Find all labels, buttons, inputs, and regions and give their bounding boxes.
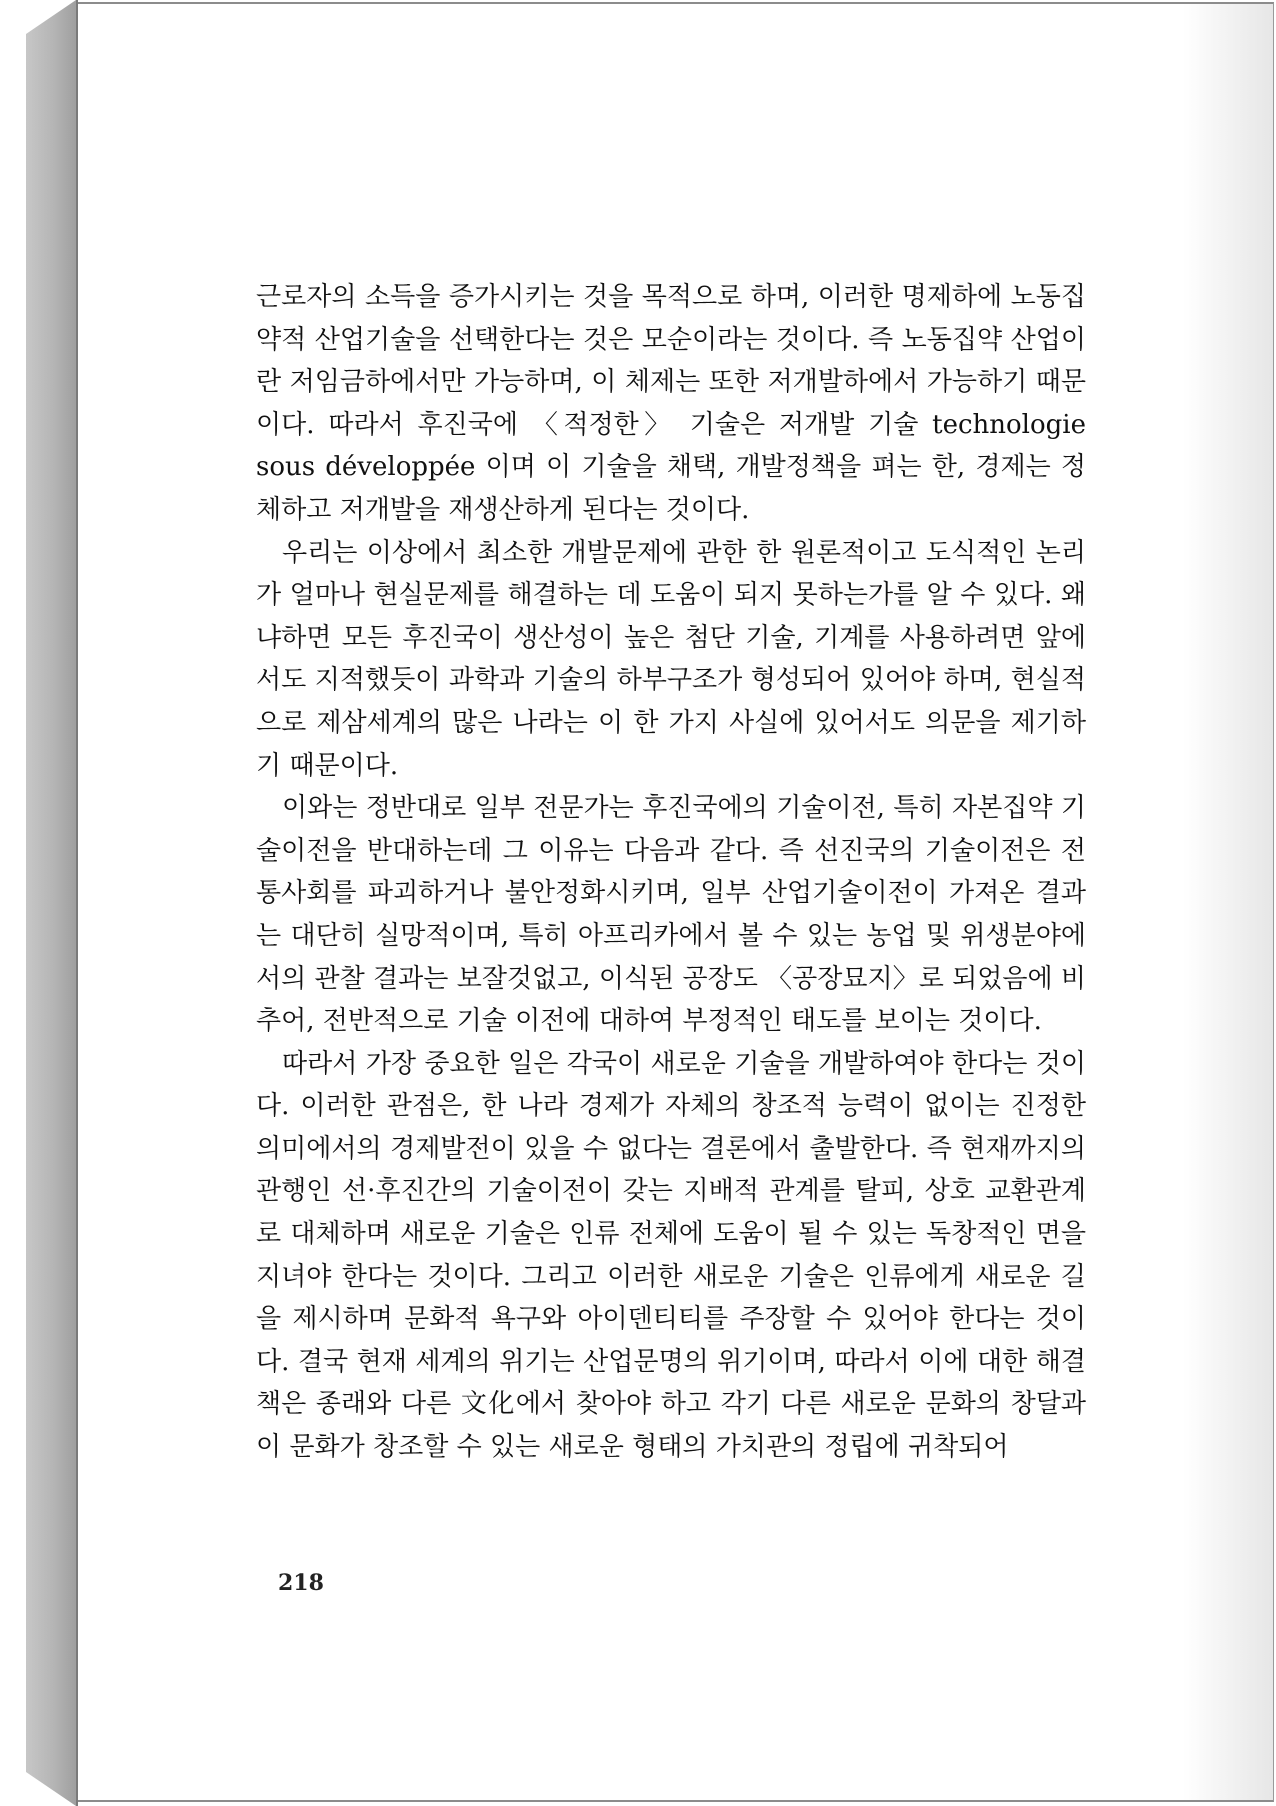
paragraph-3: 이와는 정반대로 일부 전문가는 후진국에의 기술이전, 특히 자본집약 기술이전을 반대하는데 그 이유는 다음과 같다. 즉 선진국의 기술이전은 전통사회를 파괴하거나 불안정화시키며, 일부 산업기술이전이 가져온 결과는 대단히 실망적이며, 특히 아프리카에서 볼 수 있는 농업 및 위생분야에서의 관찰 결과는 보잘것없고, 이식된 공장도 〈공장묘지〉로 되었음에 비추어, 전반적으로 기술 이전에 대하여 부정적인 태도를 보이는 것이다. bbox=[256, 793, 1086, 1037]
page-number: 218 bbox=[278, 1570, 324, 1596]
body-text bbox=[256, 276, 1086, 1469]
paragraph-4: 따라서 가장 중요한 일은 각국이 새로운 기술을 개발하여야 한다는 것이다. 이러한 관점은, 한 나라 경제가 자체의 창조적 능력이 없이는 진정한 의미에서의 경제발전이 있을 수 없다는 결론에서 출발한다. 즉 현재까지의 관행인 선·후진간의 기술이전이 갖는 지배적 관계를 탈피, 상호 교환관계로 대체하며 새로운 기술은 인류 전체에 도움이 될 수 있는 독창적인 면을 지녀야 한다는 것이다. 그리고 이러한 새로운 기술은 인류에게 새로운 길을 제시하며 문화적 욕구와 아이덴티티를 주장할 수 있어야 한다는 것이다. 결국 현재 세계의 위기는 산업문명의 위기이며, 따라서 이에 대한 해결책은 종래와 다른 文化에서 찾아야 하고 각기 다른 새로운 문화의 창달과 이 문화가 창조할 수 있는 새로운 형태의 가치관의 정립에 귀착되어 bbox=[256, 1048, 1086, 1463]
paragraph-2: 우리는 이상에서 최소한 개발문제에 관한 한 원론적이고 도식적인 논리가 얼마나 현실문제를 해결하는 데 도움이 되지 못하는가를 알 수 있다. 왜냐하면 모든 후진국이 생산성이 높은 첨단 기술, 기계를 사용하려면 앞에서도 지적했듯이 과학과 기술의 하부구조가 형성되어 있어야 하며, 현실적으로 제삼세계의 많은 나라는 이 한 가지 사실에 있어서도 의문을 제기하기 때문이다. bbox=[256, 537, 1086, 781]
book-spine bbox=[26, 0, 78, 1806]
paragraph-1: 근로자의 소득을 증가시키는 것을 목적으로 하며, 이러한 명제하에 노동집약적 산업기술을 선택한다는 것은 모순이라는 것이다. 즉 노동집약 산업이란 저임금하에서만 가능하며, 이 체제는 또한 저개발하에서 가능하기 때문이다. 따라서 후진국에 〈적정한〉 기술은 저개발 기술 technologie sous développée 이며 이 기술을 채택, 개발정책을 펴는 한, 경제는 정체하고 저개발을 재생산하게 된다는 것이다. bbox=[256, 282, 1086, 525]
